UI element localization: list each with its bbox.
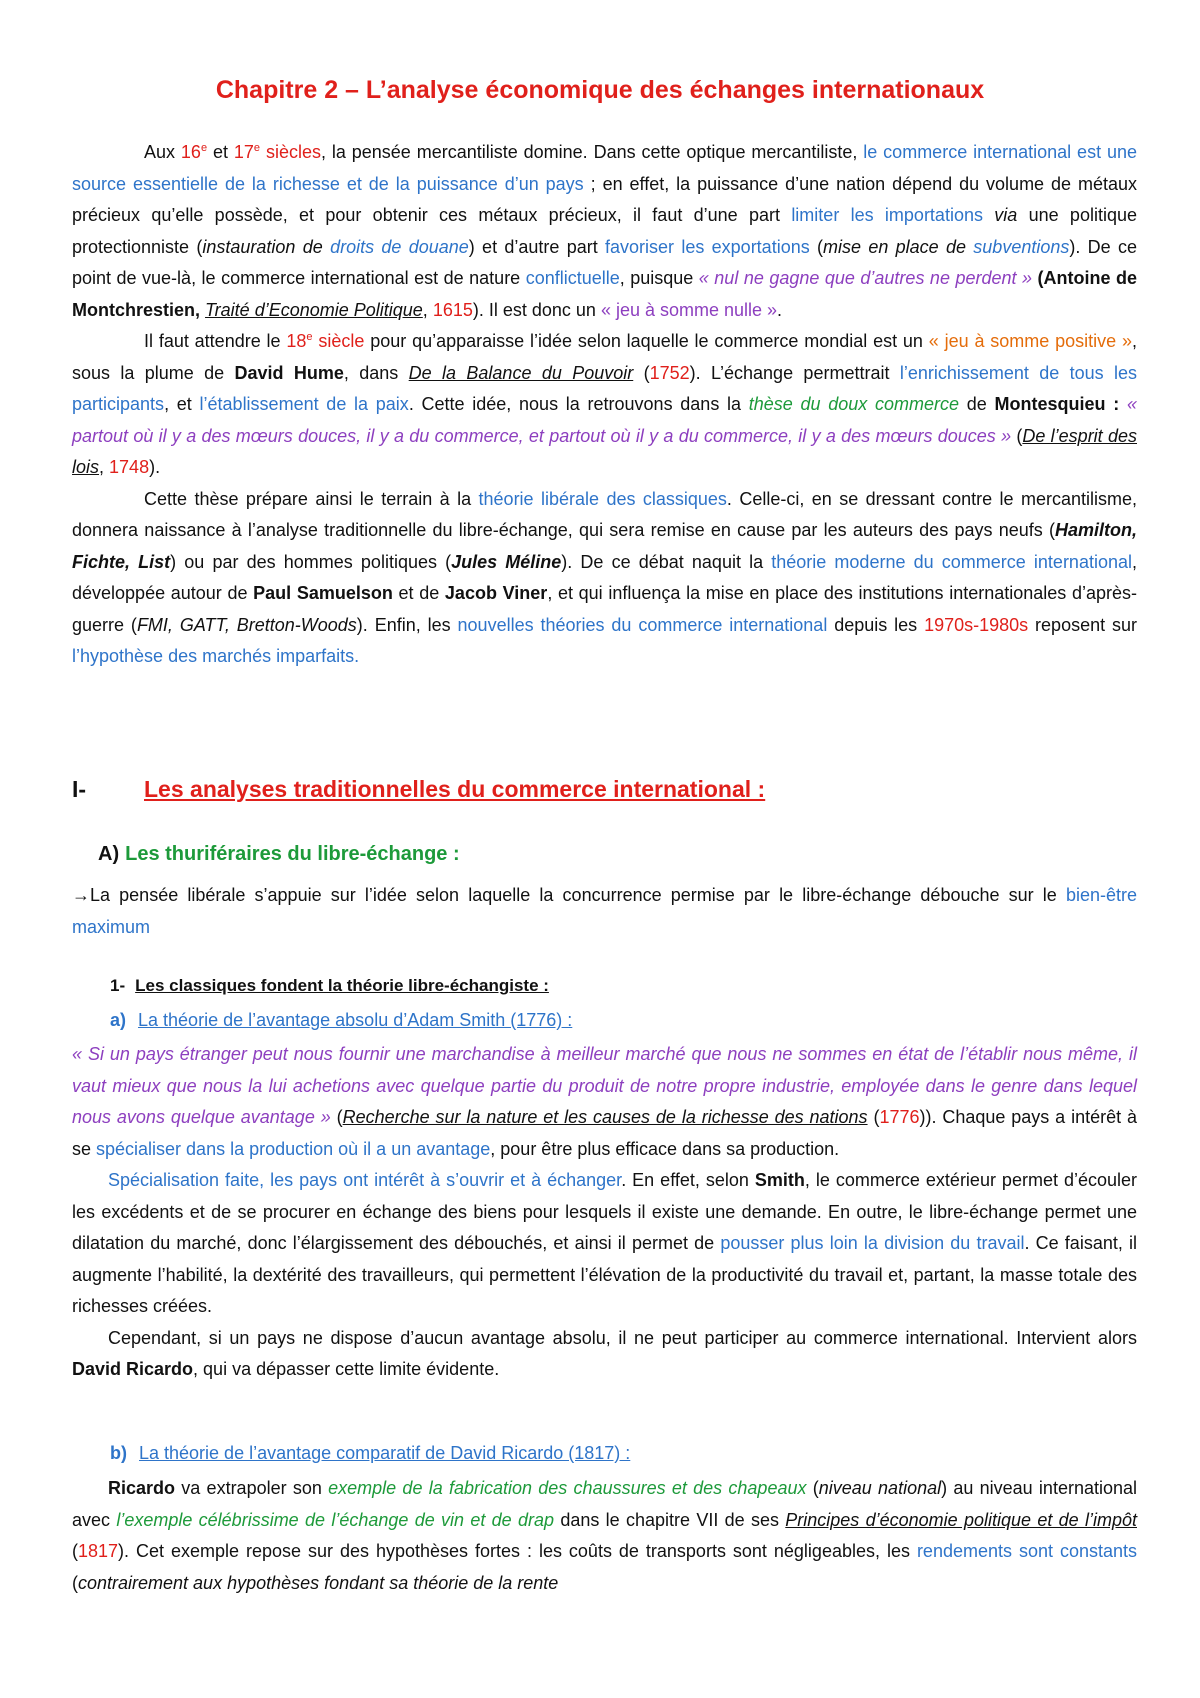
heading-b-comparative-advantage [110, 1443, 630, 1464]
highlight-blue: théorie moderne du commerce international [771, 551, 1132, 572]
intro-paragraph-2 [72, 326, 1137, 484]
text-run: Cette thèse prépare ainsi le terrain à la [144, 488, 479, 509]
text-run: via [994, 205, 1018, 225]
author-name: Montesquieu : [994, 394, 1120, 414]
book-title: Traité d’Economie Politique [205, 299, 423, 320]
section-title: Les analyses traditionnelles du commerce international : [144, 776, 766, 802]
text-run: , pour être plus efficace dans sa production. [490, 1138, 840, 1159]
highlight-blue: favoriser les exportations [605, 236, 810, 257]
book-title: Recherche sur la nature et les causes de la richesse des nations [342, 1107, 868, 1127]
subsection-number: A) [98, 843, 120, 865]
highlight-blue: Spécialisation faite, les pays ont intérêt à s’ouvrir et à échanger [108, 1170, 622, 1190]
text-run: , le commerce extérieur permet d’écouler les excédents et de se procurer en échange des biens pour lesquels il existe une demande. En outre, le libre-échange permet une dilatation du marché, donc l’élargissement des débouchés, et ainsi il permet de [72, 1170, 1137, 1253]
text-run: , qui va dépasser cette limite évidente. [193, 1359, 500, 1379]
text-run: , et qui influença la mise en place des institutions internationales d’après-guerre ( [72, 583, 1137, 635]
text-run: mise en place de [823, 236, 974, 257]
text-run: ( [72, 1541, 78, 1561]
text-run: . [777, 299, 783, 320]
arrow-paragraph [72, 880, 1137, 943]
author-name: Jules Méline [451, 551, 562, 572]
text-run: Il faut attendre le [144, 331, 287, 351]
author-name: Smith [754, 1170, 805, 1190]
text-run: ( [1011, 425, 1023, 446]
highlight-blue: spécialiser dans la production où il a un avantage [96, 1138, 491, 1159]
highlight-green: exemple de la fabrication des chaussures et des chapeaux [328, 1478, 807, 1498]
text-run: niveau national [818, 1478, 942, 1498]
year: 1752 [649, 362, 690, 383]
sub-title: Les classiques fondent la théorie libre-échangiste : [135, 976, 549, 995]
quote: « Si un pays étranger peut nous fournir une marchandise à meilleur marché que nous ne sommes en état de l’établir nous même, il vaut mieux que nous la lui achetions avec quelque partie du produit de notre propre industrie, employée dans le genre dans lequel nous avons quelque avantage » [72, 1044, 1137, 1127]
highlight-blue: rendements sont constants [916, 1541, 1137, 1561]
text-run: , dans [343, 362, 409, 383]
year: 1776 [879, 1107, 920, 1127]
text-run: une politique protectionniste ( [72, 205, 1137, 257]
quote: « partout où il y a des mœurs douces, il y a du commerce, et partout où il y a du commerce, il y a des mœurs douces » [72, 394, 1137, 446]
text-run: )). Chaque pays a intérêt à se [72, 1107, 1137, 1159]
section-a-text [72, 880, 1137, 943]
author-name: David Hume [234, 362, 344, 383]
author-name: Ricardo [108, 1478, 176, 1498]
text-run: ). Enfin, les [356, 614, 458, 635]
text-run: ( [633, 362, 650, 383]
highlight-blue: pousser plus loin la division du travail [720, 1233, 1025, 1253]
section-number: I- [72, 776, 87, 802]
subsection-title: Les thuriféraires du libre-échange : [125, 843, 460, 865]
text-run: , puisque [619, 268, 699, 288]
smith-paragraph-1 [72, 1039, 1137, 1165]
chapter-title: Chapitre 2 – L’analyse économique des échanges internationaux [215, 76, 985, 104]
subsection-heading-a [98, 843, 460, 866]
text-run: ). De ce débat naquit la [561, 551, 772, 572]
text-run: reposent sur [1028, 614, 1138, 635]
text-run: . Ce faisant, il augmente l’habilité, la dextérité des travailleurs, qui permettent l’élévation de la productivité du travail et, partant, la masse totale des richesses créées. [72, 1233, 1138, 1316]
text-run: siècle [312, 331, 365, 351]
year: 1817 [78, 1541, 119, 1561]
text-run: . Celle-ci, en se dressant contre le mercantilisme, donnera naissance à l’analyse traditionnelle du libre-échange, qui sera remise en cause par les auteurs des pays neufs ( [72, 488, 1137, 540]
smith-paragraph-3 [72, 1323, 1137, 1386]
author-names: Hamilton, Fichte, List [72, 520, 1137, 572]
text-run: ( [867, 1107, 880, 1127]
superscript: e [306, 331, 313, 343]
text-run: , la pensée mercantiliste domine. Dans cette optique mercantiliste, [320, 142, 864, 162]
intro-paragraph-1 [72, 137, 1137, 326]
text-run: ). De ce point de vue-là, le commerce international est de nature [72, 236, 1137, 288]
book-title: Principes d’économie politique et de l’impôt [785, 1509, 1137, 1530]
text-run: ). Il est donc un [472, 299, 601, 320]
year: 1748 [109, 457, 150, 477]
sub-number: 1- [110, 976, 126, 995]
text-run: FMI, GATT, Bretton-Woods [136, 614, 357, 635]
highlight-blue: le commerce international est une source essentielle de la richesse et de la puissance d’un pays [72, 142, 1137, 194]
highlight-blue: conflictuelle [525, 268, 620, 288]
text-run: ) au niveau international avec [72, 1478, 1138, 1530]
ricardo-paragraph-1 [72, 1473, 1137, 1599]
text-run: ( [809, 236, 824, 257]
highlight-blue: subventions [973, 236, 1070, 257]
text-run: La pensée libérale s’appuie sur l’idée selon laquelle la concurrence permise par le libre-échange débouche sur le [90, 885, 1066, 905]
text-run: Aux [144, 142, 181, 162]
text-run: ) et d’autre part [468, 236, 606, 257]
text-run [1119, 394, 1127, 414]
text-run: va extrapoler son [175, 1478, 329, 1498]
highlight-blue: l’enrichissement de tous les participants [72, 362, 1138, 414]
text-run: ). [149, 457, 161, 477]
quote: « nul ne gagne que d’autres ne perdent » [698, 268, 1033, 288]
text-run: pour qu’apparaisse l’idée selon laquelle le commerce mondial est un [364, 331, 929, 351]
highlight-blue: l’établissement de la paix [199, 394, 409, 414]
text-run: ( [806, 1478, 819, 1498]
text-run: contrairement aux hypothèses fondant sa théorie de la rente [78, 1572, 559, 1593]
highlight-blue: nouvelles théories du commerce international [457, 614, 828, 635]
text-run: . En effet, selon [621, 1170, 755, 1190]
section-b-body [72, 1473, 1137, 1599]
heading-label: b) [110, 1443, 127, 1463]
author-name: (Antoine de Montchrestien, [72, 268, 1137, 320]
author-name: Jacob Viner [444, 583, 548, 603]
text-run: instauration de [202, 236, 331, 257]
text-run: , [422, 299, 433, 320]
highlight-blue: théorie libérale des classiques [478, 488, 727, 509]
sub-heading-1 [110, 976, 549, 996]
text-run: ( [330, 1107, 343, 1127]
superscript: e [200, 142, 208, 154]
superscript: e [253, 142, 261, 154]
text-run: Cependant, si un pays ne dispose d’aucun avantage absolu, il ne peut participer au commerce international. Intervient alors [108, 1327, 1137, 1348]
heading-label: a) [110, 1010, 127, 1030]
section-heading-1 [72, 776, 765, 803]
highlight-blue: bien-être maximum [72, 885, 1137, 937]
highlight-green: thèse du doux commerce [748, 394, 960, 414]
text-run: et de [392, 583, 445, 603]
text-run: , [99, 457, 110, 477]
highlight-blue: droits de douane [330, 236, 469, 257]
text-run: ( [72, 1572, 78, 1593]
heading-title: La théorie de l’avantage absolu d’Adam Smith (1776) : [138, 1010, 573, 1030]
quote-orange: « jeu à somme positive » [928, 331, 1132, 351]
intro-text [72, 137, 1137, 673]
text-run: et [207, 142, 234, 162]
book-title: De la Balance du Pouvoir [408, 362, 634, 383]
text-run: ) ou par des hommes politiques ( [170, 551, 452, 572]
highlight-blue: l’hypothèse des marchés imparfaits. [72, 646, 360, 666]
quote: « jeu à somme nulle » [600, 299, 778, 320]
text-run: , sous la plume de [72, 331, 1137, 383]
text-run: ). Cet exemple repose sur des hypothèses fortes : les coûts de transports sont négligeables, les [118, 1541, 917, 1561]
text-run: 17 [233, 142, 254, 162]
text-run: dans le chapitre VII de ses [554, 1509, 786, 1530]
text-run: 16 [180, 142, 201, 162]
author-name: Paul Samuelson [253, 583, 393, 603]
heading-title: La théorie de l’avantage comparatif de David Ricardo (1817) : [139, 1443, 631, 1463]
author-name: David Ricardo [72, 1359, 194, 1379]
year: 1970s-1980s [924, 614, 1029, 635]
heading-a-absolute-advantage [110, 1010, 572, 1031]
arrow-icon: → [72, 885, 90, 905]
text-run: , et [164, 394, 200, 414]
text-run: depuis les [827, 614, 925, 635]
section-a-body [72, 1039, 1137, 1386]
text-run: siècles [260, 142, 321, 162]
highlight-green: l’exemple célébrissime de l’échange de vin et de drap [116, 1509, 555, 1530]
book-title: De l’esprit des lois [72, 425, 1137, 477]
text-run: de [959, 394, 995, 414]
intro-paragraph-3 [72, 484, 1137, 673]
year: 1615 [432, 299, 473, 320]
highlight-blue: limiter les importations [791, 205, 983, 225]
text-run [983, 205, 994, 225]
text-run: , développée autour de [72, 551, 1138, 603]
text-run: ; en effet, la puissance d’une nation dépend du volume de métaux précieux qu’elle possède, et pour obtenir ces métaux précieux, il faut d’une part [72, 173, 1137, 225]
text-run: 18 [286, 331, 307, 351]
text-run: ). L’échange permettrait [689, 362, 900, 383]
smith-paragraph-2 [72, 1165, 1137, 1323]
text-run: . Cette idée, nous la retrouvons dans la [408, 394, 749, 414]
